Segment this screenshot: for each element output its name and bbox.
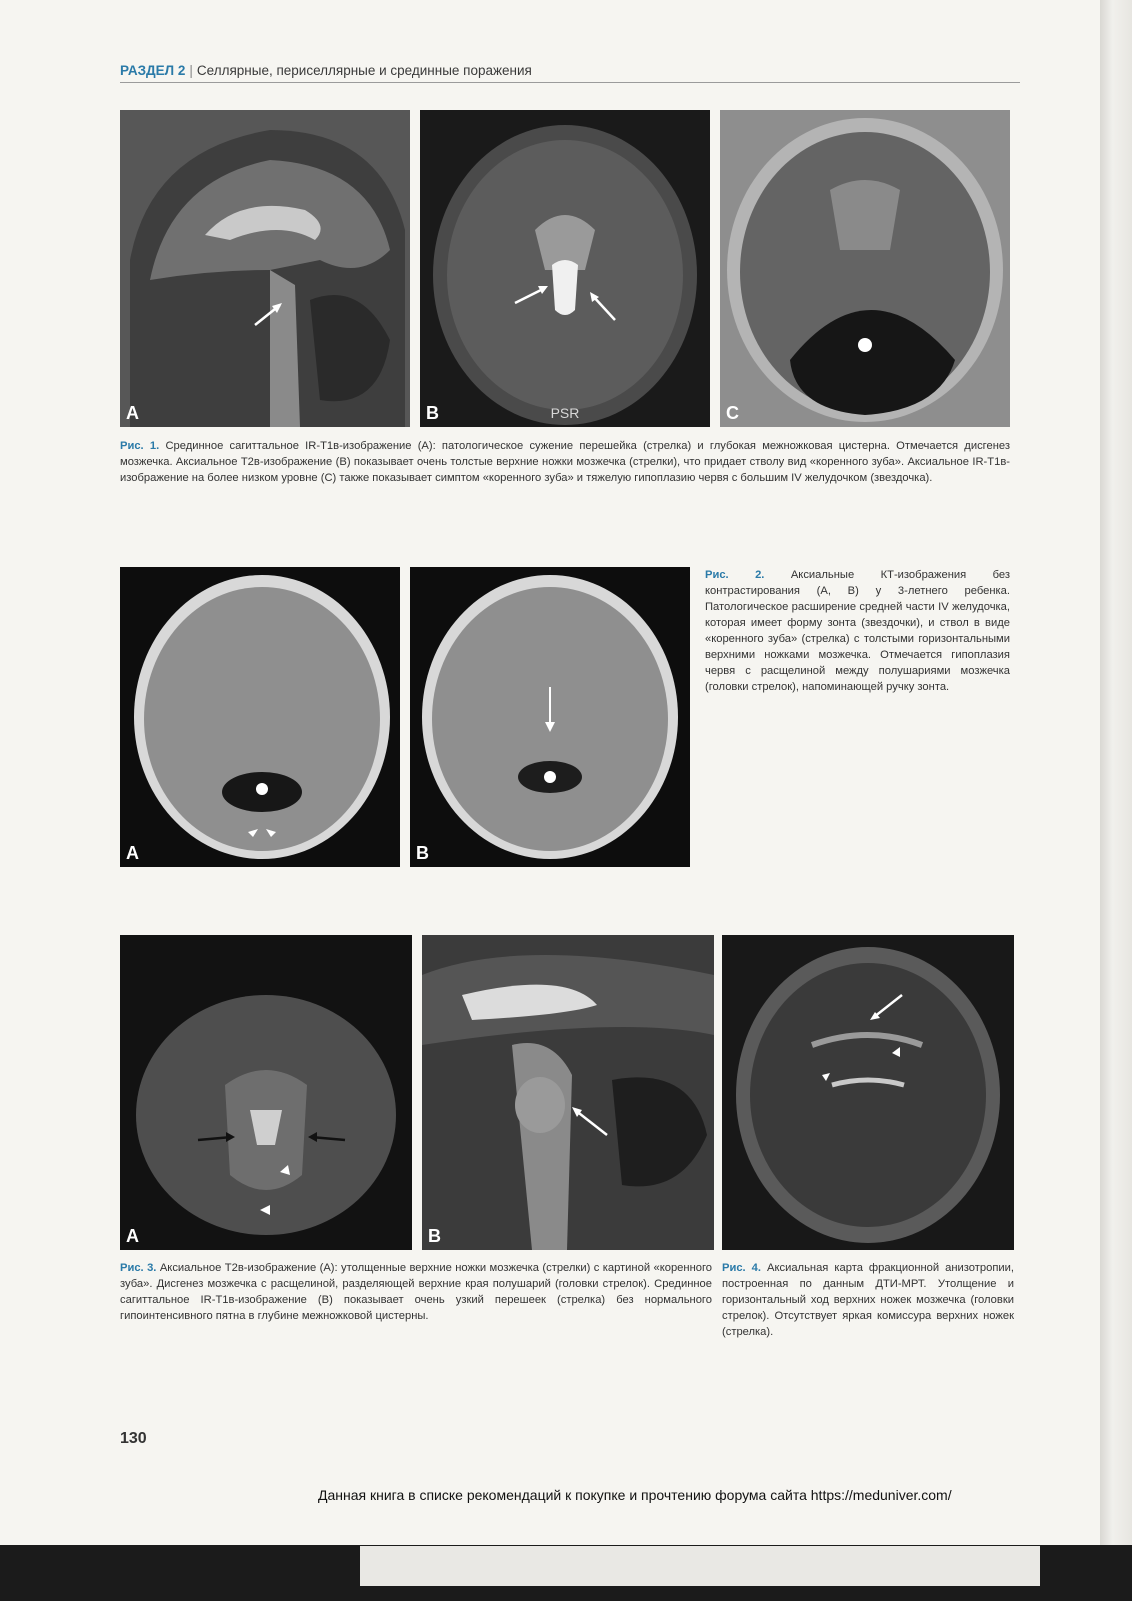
figure2-label: Рис. 2. bbox=[705, 569, 765, 581]
figure4-caption-text: Аксиальная карта фракционной анизотропии, построенная по данным ДТИ-МРТ. Утолщение и горизонтальный ход верхних ножек мозжечка (головки стрелок). Отсутствует яркая комиссура верхних ножек (стрелка). bbox=[722, 1262, 1015, 1338]
fig2-panel-a-image bbox=[120, 567, 400, 867]
panel-letter: A bbox=[126, 843, 139, 863]
fig2-panel-b-image bbox=[410, 567, 690, 867]
header-separator: | bbox=[189, 63, 193, 78]
running-header bbox=[120, 63, 532, 78]
fig3-panel-b-image bbox=[422, 935, 714, 1250]
figure1-caption-text: Срединное сагиттальное IR-T1в-изображение (А): патологическое сужение перешейка (стрелка) и глубокая межножковая цистерна. Отмечается дисгенез мозжечка. Аксиальное Т2в-изображение (В) показывает очень толстые верхние ножки мозжечка (стрелки), что придает стволу вид «коренного зуба». Аксиальное IR-T1в-изображение на более низком уровне (С) также показывает симптом «коренного зуба» и тяжелую гипоплазию червя с большим IV желудочком (звездочка). bbox=[120, 440, 1011, 484]
panel-letter: B bbox=[426, 403, 439, 423]
fig1-panel-c-image bbox=[720, 110, 1010, 427]
fig4-image bbox=[722, 935, 1014, 1250]
figure2-caption bbox=[705, 567, 1010, 695]
sequence-overlay: PSR bbox=[550, 405, 580, 421]
promo-footer: Данная книга в списке рекомендаций к покупке и прочтению форума сайта https://meduniver.com/ bbox=[318, 1487, 952, 1503]
fig1-panel-a-image bbox=[120, 110, 410, 427]
section-label: РАЗДЕЛ 2 bbox=[120, 63, 186, 78]
panel-letter: A bbox=[126, 1226, 139, 1246]
section-title: Селлярные, периселлярные и срединные поражения bbox=[196, 63, 532, 78]
panel-letter: C bbox=[726, 403, 739, 423]
page-number: 130 bbox=[120, 1430, 147, 1447]
figure4-caption bbox=[722, 1260, 1014, 1340]
figure2-caption-text: Аксиальные КТ-изображения без контрастирования (А, В) у 3-летнего ребенка. Патологическое расширение средней части IV желудочка, которая имеет форму зонта (звездочки), и ствол в виде «коренного зуба» (стрелка) с толстыми горизонтальными верхними ножками мозжечка. Отмечается гипоплазия червя с расщелиной между полушариями мозжечка (головки стрелок), напоминающей ручку зонта. bbox=[705, 569, 1011, 693]
figure3-label: Рис. 3. bbox=[120, 1262, 157, 1274]
fig1-panel-b-image bbox=[420, 110, 710, 427]
fig3-panel-a-image bbox=[120, 935, 412, 1250]
header-rule bbox=[120, 82, 1020, 83]
page-edge bbox=[1100, 0, 1132, 1601]
figure4-label: Рис. 4. bbox=[722, 1262, 761, 1274]
figure1-caption bbox=[120, 438, 1010, 486]
binding-highlight bbox=[360, 1546, 1040, 1586]
figure3-caption bbox=[120, 1260, 712, 1324]
figure1-label: Рис. 1. bbox=[120, 440, 160, 452]
panel-letter: B bbox=[416, 843, 429, 863]
figure3-caption-text: Аксиальное Т2в-изображение (А): утолщенные верхние ножки мозжечка (стрелки) с картиной «коренного зуба». Дисгенез мозжечка с расщелиной, разделяющей верхние края полушарий (головки стрелок). Срединное сагиттальное IR-T1в-изображение (В) показывает очень узкий перешеек (стрелка) без нормального гипоинтенсивного пятна в глубине межножковой цистерны. bbox=[120, 1262, 713, 1322]
panel-letter: A bbox=[126, 403, 139, 423]
panel-letter: B bbox=[428, 1226, 441, 1246]
